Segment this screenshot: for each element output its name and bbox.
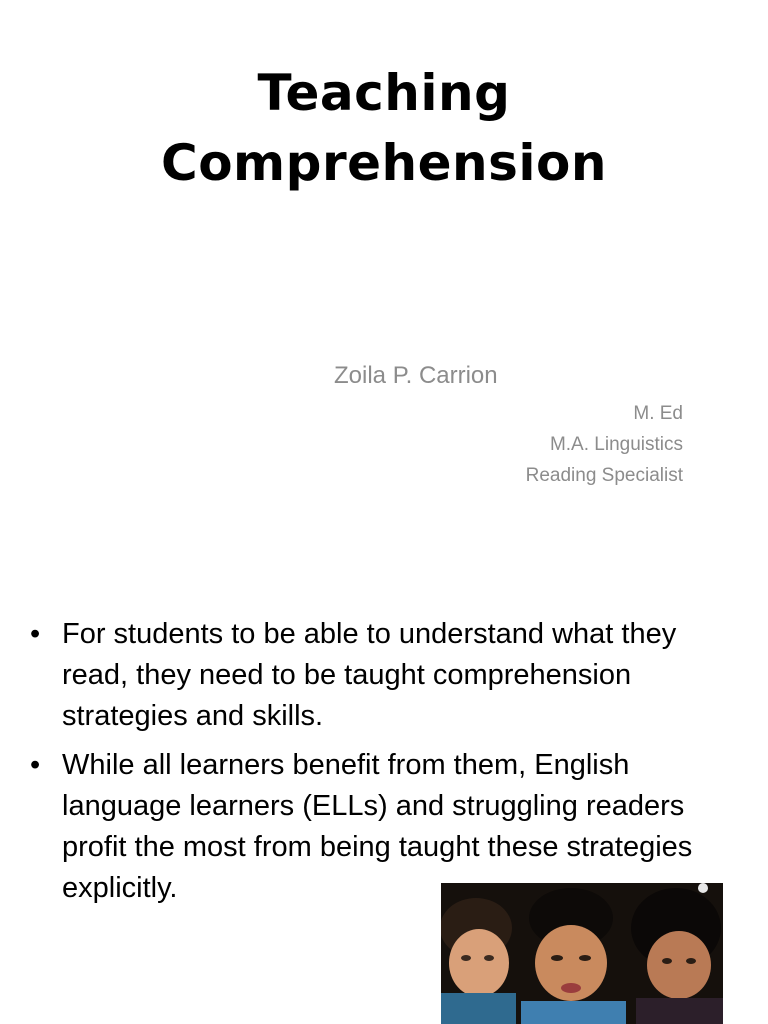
bullet-dot-icon: •	[30, 618, 41, 650]
author-name: Zoila P. Carrion	[334, 362, 498, 389]
bullet-dot-icon: •	[30, 749, 41, 781]
bullet-item	[30, 614, 730, 737]
slide-title	[0, 58, 768, 198]
bullet-text: While all learners benefit from them, English language learners (ELLs) and struggling readers profit the most from being taught these strategies explicitly.	[62, 749, 693, 904]
author-credentials	[526, 398, 683, 491]
credential-linguistics: M.A. Linguistics	[549, 434, 683, 455]
credential-specialist: Reading Specialist	[525, 465, 683, 486]
title-line-2: Comprehension	[161, 134, 607, 192]
photo-illustration	[441, 883, 723, 1024]
bullet-list	[30, 614, 730, 917]
bullet-text: For students to be able to understand what they read, they need to be taught comprehension strategies and skills.	[62, 618, 677, 732]
credential-degree: M. Ed	[633, 403, 683, 424]
title-line-1: Teaching	[257, 64, 511, 122]
children-reading-photo	[441, 883, 723, 1024]
